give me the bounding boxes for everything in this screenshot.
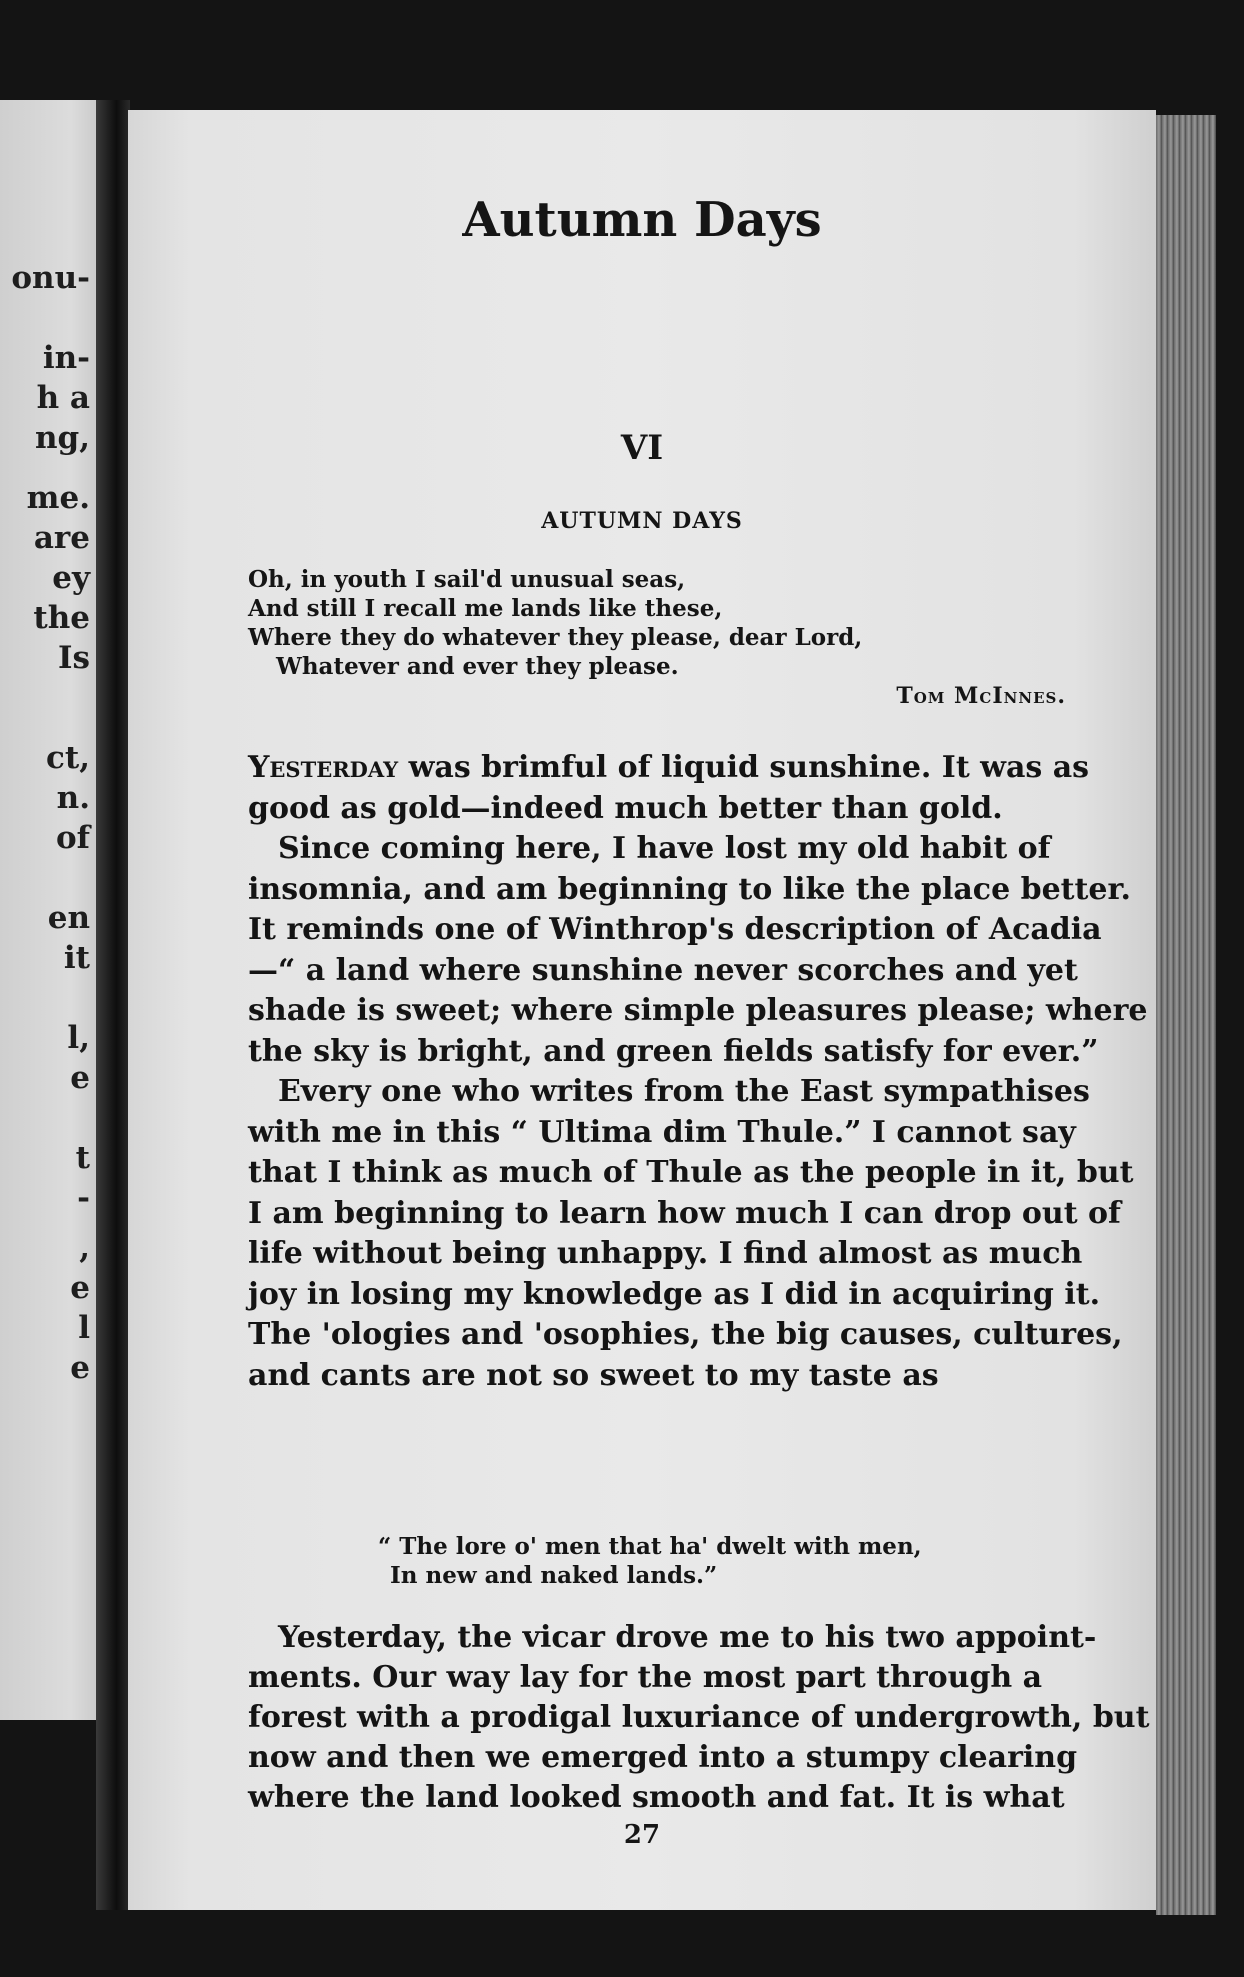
left-fragment: ng, [34, 420, 90, 456]
left-fragment: , [79, 1230, 90, 1266]
left-fragment: en [47, 900, 90, 936]
body-line: Yesterday, the vicar drove me to his two appoint- [278, 1620, 1097, 1655]
quote-line: “ The lore o' men that ha' dwelt with men, [378, 1533, 922, 1560]
body-line: Every one who writes from the East sympathises [278, 1074, 1090, 1109]
body-line: that I think as much of Thule as the people in it, but [248, 1155, 1134, 1190]
left-fragment: l [78, 1310, 90, 1346]
left-fragment: it [63, 940, 90, 976]
left-fragment: ey [52, 560, 90, 596]
epigraph-line: And still I recall me lands like these, [248, 595, 723, 622]
left-fragment: in- [42, 340, 90, 376]
body-line: where the land looked smooth and fat. It is what [248, 1780, 1065, 1815]
body-line: the sky is bright, and green fields satisfy for ever.” [248, 1033, 1099, 1069]
body-line: It reminds one of Winthrop's description of Acadia [248, 912, 1102, 947]
body-line: now and then we emerged into a stumpy clearing [248, 1740, 1078, 1775]
body-line: joy in losing my knowledge as I did in acquiring it. [248, 1276, 1101, 1312]
opening-word: Yesterday [248, 750, 399, 785]
body-paragraph-2 [248, 1618, 1150, 1818]
left-fragment: e [70, 1350, 90, 1386]
body-paragraphs [248, 748, 1148, 1396]
left-fragment: Is [58, 640, 90, 676]
body-line: shade is sweet; where simple pleasures please; where [248, 993, 1148, 1028]
body-line: —“ a land where sunshine never scorches and yet [248, 952, 1078, 988]
epigraph [248, 565, 1008, 681]
running-head: Autumn Days [462, 192, 822, 248]
left-fragment: onu- [11, 260, 90, 296]
inset-quote [378, 1532, 922, 1590]
left-fragment: e [70, 1060, 90, 1096]
chapter-number: VI [620, 428, 664, 468]
body-line: The 'ologies and 'osophies, the big causes, cultures, [248, 1317, 1123, 1352]
body-line: insomnia, and am beginning to like the place better. [248, 871, 1131, 907]
body-line: and cants are not so sweet to my taste as [248, 1357, 939, 1393]
quote-line: In new and naked lands.” [390, 1562, 718, 1589]
left-fragment: me. [26, 480, 90, 516]
body-line: Since coming here, I have lost my old habit of [278, 831, 1051, 866]
book-page [128, 110, 1156, 1910]
epigraph-line: Where they do whatever they please, dear Lord, [248, 624, 863, 651]
body-line: ments. Our way lay for the most part through a [248, 1660, 1043, 1695]
epigraph-attribution: Tom McInnes. [896, 683, 1066, 709]
left-fragment: ct, [46, 740, 90, 776]
body-line: I am beginning to learn how much I can drop out of [248, 1195, 1121, 1231]
left-fragment: n. [56, 780, 90, 816]
left-fragment: - [77, 1180, 90, 1216]
chapter-title: AUTUMN DAYS [541, 508, 743, 534]
body-line: with me in this “ Ultima dim Thule.” I cannot say [248, 1114, 1076, 1150]
body-line [248, 748, 1090, 789]
body-line: good as gold—indeed much better than gold. [248, 790, 1003, 826]
first-line-rest: was brimful of liquid sunshine. It was as [398, 750, 1090, 785]
left-fragment: are [33, 520, 90, 556]
left-fragment: t [75, 1140, 90, 1176]
left-fragment: l, [67, 1020, 90, 1056]
epigraph-line: Whatever and ever they please. [276, 653, 679, 680]
epigraph-line: Oh, in youth I sail'd unusual seas, [248, 566, 686, 593]
page-stack-edge [1156, 115, 1216, 1915]
page-number: 27 [623, 1820, 661, 1850]
body-line: life without being unhappy. I find almost as much [248, 1236, 1083, 1271]
left-fragment: of [55, 820, 90, 856]
left-fragment: the [33, 600, 90, 636]
book-gutter [96, 100, 130, 1910]
body-line: forest with a prodigal luxuriance of undergrowth, but [248, 1700, 1150, 1735]
left-fragment: e [70, 1270, 90, 1306]
left-fragment: h a [36, 380, 90, 416]
